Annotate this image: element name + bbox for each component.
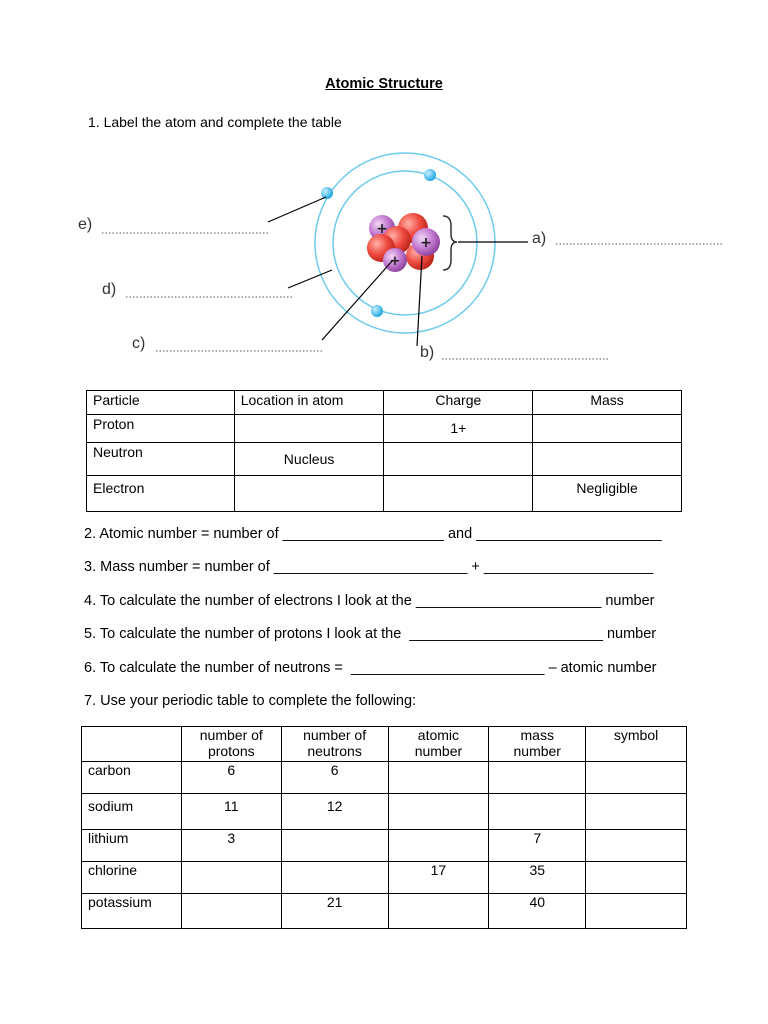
neutrons-cell[interactable] (281, 862, 388, 894)
pointer-line-c (322, 260, 393, 340)
atom-diagram (70, 148, 730, 368)
mass-cell[interactable] (533, 415, 682, 443)
label-c: c) (132, 335, 146, 352)
element-name-cell: chlorine (82, 862, 182, 894)
question-6: 6. To calculate the number of neutrons = ________________________ – atomic number (84, 660, 657, 676)
particle-cell: Neutron (87, 443, 235, 476)
label-d: d) (102, 281, 117, 298)
plus-sign: + (376, 221, 388, 237)
atomic-number-cell[interactable] (388, 894, 489, 929)
element-name-cell: carbon (82, 762, 182, 794)
header-cell: mass number (489, 727, 586, 762)
neutrons-cell[interactable] (281, 830, 388, 862)
atomic-number-cell: 17 (388, 862, 489, 894)
nucleus-bracket (443, 216, 457, 270)
atomic-number-cell[interactable] (388, 794, 489, 830)
protons-cell: 6 (181, 762, 281, 794)
symbol-cell[interactable] (586, 794, 687, 830)
electron (424, 169, 436, 181)
question-3: 3. Mass number = number of ________________________ + _____________________ (84, 559, 654, 575)
mass-cell: Negligible (533, 476, 682, 512)
label-e: e) (78, 216, 93, 233)
mass-number-cell[interactable] (489, 762, 586, 794)
header-cell: number of neutrons (281, 727, 388, 762)
atomic-number-cell[interactable] (388, 762, 489, 794)
protons-cell: 3 (181, 830, 281, 862)
location-cell[interactable] (234, 476, 384, 512)
charge-cell: 1+ (384, 415, 533, 443)
header-cell: Charge (384, 391, 533, 415)
charge-cell[interactable] (384, 476, 533, 512)
table-row (82, 830, 687, 862)
particle-cell: Proton (87, 415, 235, 443)
table-row (82, 862, 687, 894)
page-title: Atomic Structure (325, 76, 443, 92)
neutrons-cell: 6 (281, 762, 388, 794)
protons-cell[interactable] (181, 894, 281, 929)
neutrons-cell: 12 (281, 794, 388, 830)
pointer-line-e (268, 197, 326, 222)
mass-number-cell: 7 (489, 830, 586, 862)
label-a: a) (532, 230, 547, 247)
electron (321, 187, 333, 199)
mass-number-cell: 35 (489, 862, 586, 894)
label-b: b) (420, 344, 435, 361)
header-cell: atomic number (388, 727, 489, 762)
header-cell: Location in atom (234, 391, 384, 415)
location-cell: Nucleus (234, 443, 384, 476)
protons-cell[interactable] (181, 862, 281, 894)
mass-number-cell[interactable] (489, 794, 586, 830)
mass-cell[interactable] (533, 443, 682, 476)
header-cell: symbol (586, 727, 687, 762)
table-row (87, 443, 682, 476)
table-row (82, 794, 687, 830)
symbol-cell[interactable] (586, 862, 687, 894)
electron (371, 305, 383, 317)
question-2: 2. Atomic number = number of ____________________ and _______________________ (84, 526, 662, 542)
header-cell: Mass (533, 391, 682, 415)
symbol-cell[interactable] (586, 762, 687, 794)
mass-number-cell: 40 (489, 894, 586, 929)
question-1: 1. Label the atom and complete the table (88, 114, 342, 130)
protons-cell: 11 (181, 794, 281, 830)
neutrons-cell: 21 (281, 894, 388, 929)
plus-sign: + (389, 254, 401, 269)
particle-cell: Electron (87, 476, 235, 512)
header-cell: number of protons (181, 727, 281, 762)
table-row (87, 476, 682, 512)
table-row (82, 894, 687, 929)
question-5: 5. To calculate the number of protons I look at the ________________________ number (84, 626, 657, 642)
question-7: 7. Use your periodic table to complete the following: (84, 693, 417, 709)
symbol-cell[interactable] (586, 830, 687, 862)
table-row (87, 415, 682, 443)
element-table (81, 726, 687, 929)
element-name-cell: sodium (82, 794, 182, 830)
symbol-cell[interactable] (586, 894, 687, 929)
particle-table (86, 390, 682, 512)
question-4: 4. To calculate the number of electrons I look at the _______________________ number (84, 593, 655, 609)
charge-cell[interactable] (384, 443, 533, 476)
table-header-row (87, 391, 682, 415)
nucleus (367, 213, 440, 272)
location-cell[interactable] (234, 415, 384, 443)
table-row (82, 762, 687, 794)
header-cell: Particle (87, 391, 235, 415)
atomic-number-cell[interactable] (388, 830, 489, 862)
plus-sign: + (420, 235, 432, 251)
header-cell (82, 727, 182, 762)
element-name-cell: lithium (82, 830, 182, 862)
element-name-cell: potassium (82, 894, 182, 929)
table-header-row (82, 727, 687, 762)
